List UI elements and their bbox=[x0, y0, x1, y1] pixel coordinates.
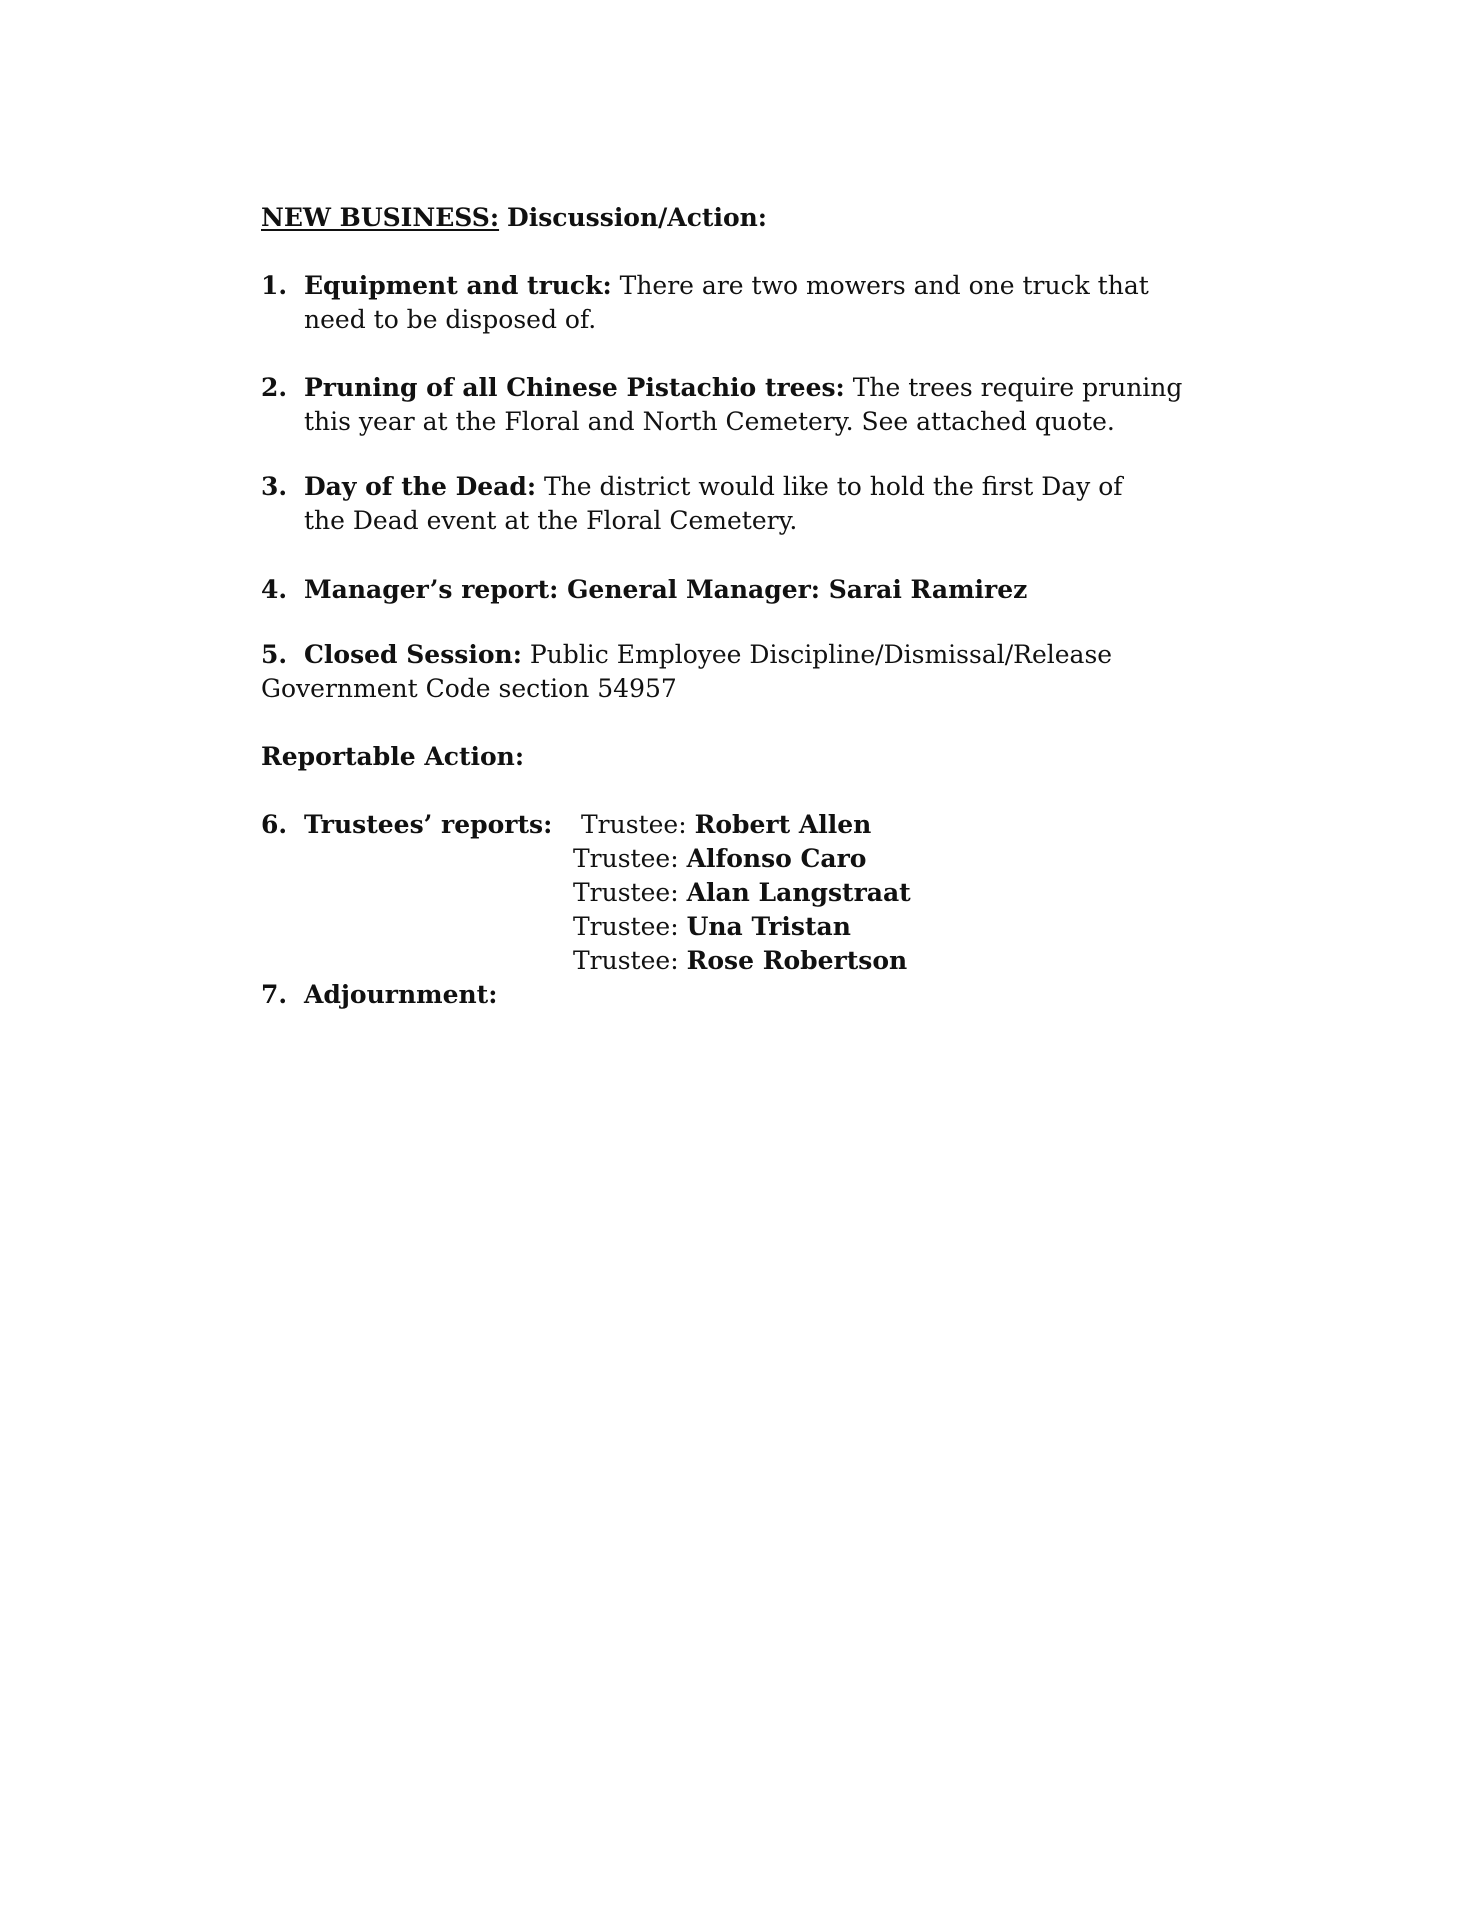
trustee-row: Trustee: Alfonso Caro bbox=[573, 844, 867, 873]
section-heading: NEW BUSINESS: Discussion/Action: bbox=[261, 203, 768, 232]
trustee-row: Trustee: Robert Allen bbox=[581, 810, 872, 839]
trustee-row: Trustee: Alan Langstraat bbox=[573, 878, 911, 907]
agenda-item-7: 7. Adjournment: bbox=[261, 980, 498, 1009]
trustee-row: Trustee: Una Tristan bbox=[573, 912, 851, 941]
agenda-item-4: 4. Manager’s report: General Manager: Sarai Ramirez bbox=[261, 575, 1028, 604]
trustee-row: Trustee: Rose Robertson bbox=[573, 946, 908, 975]
reportable-action: Reportable Action: bbox=[261, 742, 525, 771]
